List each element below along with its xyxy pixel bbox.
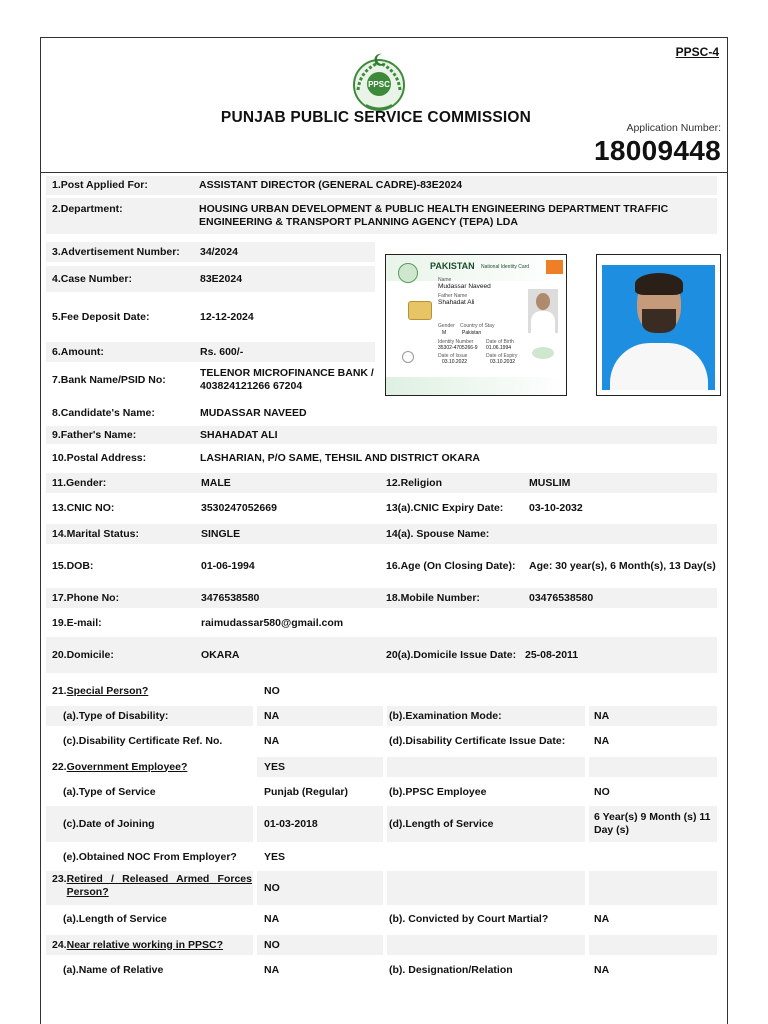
row-case — [46, 266, 375, 292]
row-advertisement — [46, 242, 375, 262]
post-value: ASSISTANT DIRECTOR (GENERAL CADRE)-83E2024 — [199, 179, 463, 191]
row-amount — [46, 342, 375, 362]
dob-label: 15.DOB: — [52, 559, 94, 572]
relative-name-label: (a).Name of Relative — [63, 963, 164, 976]
exam-mode-value: NA — [594, 709, 610, 722]
domicile-value: OKARA — [201, 648, 240, 661]
armed-length-value: NA — [264, 912, 280, 925]
fee-label: 5.Fee Deposit Date: — [52, 310, 150, 323]
designation-value: NA — [594, 963, 610, 976]
noc-value: YES — [264, 850, 286, 863]
row-marital — [46, 524, 717, 544]
form-code: PPSC-4 — [675, 45, 719, 59]
card-portrait — [528, 289, 558, 333]
row-special-person — [46, 681, 717, 701]
department-value: HOUSING URBAN DEVELOPMENT & PUBLIC HEALTH ENGINEERING DEPARTMENT TRAFFIC ENGINEERING & TRANSPORT PLANNING AGENCY (TEPA) LDA — [199, 203, 669, 228]
spouse-label: 14(a). Spouse Name: — [386, 527, 490, 540]
domicile-label: 20.Domicile: — [52, 648, 114, 661]
marital-value: SINGLE — [201, 527, 241, 540]
joining-label: (c).Date of Joining — [63, 817, 155, 830]
row-dob — [46, 548, 717, 584]
row-gender — [46, 473, 717, 493]
marital-label: 14.Marital Status: — [52, 527, 139, 540]
service-length-label: (d).Length of Service — [389, 817, 494, 830]
disability-cert-label: (c).Disability Certificate Ref. No. — [63, 734, 223, 747]
row-father-name — [46, 426, 717, 444]
noc-label: (e).Obtained NOC From Employer? — [63, 850, 237, 863]
amount-label: 6.Amount: — [52, 345, 104, 358]
relative-name-value: NA — [264, 963, 280, 976]
row-armed-forces — [46, 871, 717, 905]
divider — [41, 172, 727, 173]
service-type-label: (a).Type of Service — [63, 785, 156, 798]
relative-value: NO — [264, 938, 280, 951]
row-email — [46, 613, 717, 633]
row-service-type — [46, 782, 717, 802]
row-near-relative — [46, 935, 717, 955]
cnic-expiry-label: 13(a).CNIC Expiry Date: — [386, 501, 504, 514]
row-cnic — [46, 498, 717, 518]
ppsc-logo — [346, 50, 412, 116]
row-post — [46, 176, 717, 195]
ppsc-employee-label: (b).PPSC Employee — [389, 785, 487, 798]
cnic-card-image: PAKISTAN National Identity Card Name Mudassar Naveed Father Name Shahadat Ali Gender Country of Stay M Pakistan Identity Number Date of Birth 35302-4705266-9 01.06.1994 Date of Issue Date of Expiry 03.10.2022 03.10.2032 — [385, 254, 567, 396]
father-value: SHAHADAT ALI — [200, 428, 278, 441]
advertisement-value: 34/2024 — [200, 245, 238, 258]
domicile-issue-label: 20(a).Domicile Issue Date: — [386, 648, 517, 661]
email-label: 19.E-mail: — [52, 616, 102, 629]
special-value: NO — [264, 684, 280, 697]
row-department — [46, 198, 717, 234]
designation-label: (b). Designation/Relation — [389, 963, 513, 976]
application-form — [40, 37, 728, 1024]
cnic-label: 13.CNIC NO: — [52, 501, 115, 514]
name-label: 8.Candidate's Name: — [52, 406, 155, 419]
joining-value: 01-03-2018 — [264, 817, 318, 830]
flag-icon — [546, 260, 563, 274]
department-label: 2.Department: — [52, 203, 123, 215]
disability-cert-value: NA — [264, 734, 280, 747]
disability-cert-date-value: NA — [594, 734, 610, 747]
government-value: YES — [264, 760, 286, 773]
row-domicile — [46, 637, 717, 673]
court-martial-label: (b). Convicted by Court Martial? — [389, 912, 549, 925]
gender-value: MALE — [201, 476, 231, 489]
service-length-value: 6 Year(s) 9 Month (s) 11 Day (s) — [594, 811, 711, 836]
row-joining — [46, 806, 717, 842]
chip-icon — [408, 301, 432, 320]
fee-value: 12-12-2024 — [200, 310, 254, 323]
emblem-icon — [398, 263, 418, 283]
row-disability-type — [46, 706, 717, 726]
row-phone — [46, 588, 717, 608]
row-postal-address — [46, 448, 717, 468]
candidate-photo — [596, 254, 721, 396]
row-noc — [46, 847, 717, 867]
mobile-value: 03476538580 — [529, 591, 594, 604]
row-candidate-name — [46, 404, 717, 422]
age-label: 16.Age (On Closing Date): — [386, 559, 516, 572]
logo-text: PPSC — [368, 80, 390, 89]
case-label: 4.Case Number: — [52, 272, 132, 285]
row-government-employee — [46, 757, 717, 777]
application-number: 18009448 — [594, 135, 721, 166]
row-bank — [46, 364, 387, 396]
relative-label: 24. Near relative working in PPSC? — [52, 938, 224, 951]
exam-mode-label: (b).Examination Mode: — [389, 709, 502, 722]
bank-label: 7.Bank Name/PSID No: — [52, 373, 166, 386]
page-title: PUNJAB PUBLIC SERVICE COMMISSION — [220, 109, 532, 126]
advertisement-label: 3.Advertisement Number: — [52, 245, 180, 258]
phone-label: 17.Phone No: — [52, 591, 120, 604]
address-label: 10.Postal Address: — [52, 451, 147, 464]
row-fee — [46, 296, 375, 338]
watermark-icon — [532, 347, 554, 359]
disability-type-value: NA — [264, 709, 280, 722]
row-armed-service — [46, 909, 717, 929]
cnic-value: 3530247052669 — [201, 501, 277, 514]
row-disability-cert — [46, 731, 717, 751]
armed-label: 23. Retired / Released Armed Forces Person? — [52, 873, 252, 898]
religion-value: MUSLIM — [529, 476, 571, 489]
cnic-expiry-value: 03-10-2032 — [529, 501, 583, 514]
dob-value: 01-06-1994 — [201, 559, 255, 572]
row-relative-name — [46, 960, 717, 980]
armed-length-label: (a).Length of Service — [63, 912, 167, 925]
phone-value: 3476538580 — [201, 591, 260, 604]
post-label: 1.Post Applied For: — [52, 179, 148, 191]
religion-label: 12.Religion — [386, 476, 443, 489]
government-label: 22. Government Employee? — [52, 760, 188, 773]
ppsc-employee-value: NO — [594, 785, 610, 798]
special-label: 21. Special Person? — [52, 684, 149, 697]
hologram-icon — [402, 351, 414, 363]
age-value: Age: 30 year(s), 6 Month(s), 13 Day(s) — [529, 559, 716, 572]
court-martial-value: NA — [594, 912, 610, 925]
father-label: 9.Father's Name: — [52, 428, 137, 441]
armed-value: NO — [264, 881, 280, 894]
service-type-value: Punjab (Regular) — [264, 785, 349, 798]
application-number-label: Application Number: — [626, 122, 721, 134]
email-value: raimudassar580@gmail.com — [201, 616, 344, 629]
bank-value: TELENOR MICROFINANCE BANK / 403824121266 67204 — [200, 367, 374, 392]
domicile-issue-value: 25-08-2011 — [525, 648, 579, 661]
amount-value: Rs. 600/- — [200, 345, 244, 358]
disability-type-label: (a).Type of Disability: — [63, 709, 169, 722]
name-value: MUDASSAR NAVEED — [200, 406, 307, 419]
mobile-label: 18.Mobile Number: — [386, 591, 480, 604]
case-value: 83E2024 — [200, 272, 243, 285]
address-value: LASHARIAN, P/O SAME, TEHSIL AND DISTRICT OKARA — [200, 451, 481, 464]
disability-cert-date-label: (d).Disability Certificate Issue Date: — [389, 734, 566, 747]
gender-label: 11.Gender: — [52, 476, 107, 489]
